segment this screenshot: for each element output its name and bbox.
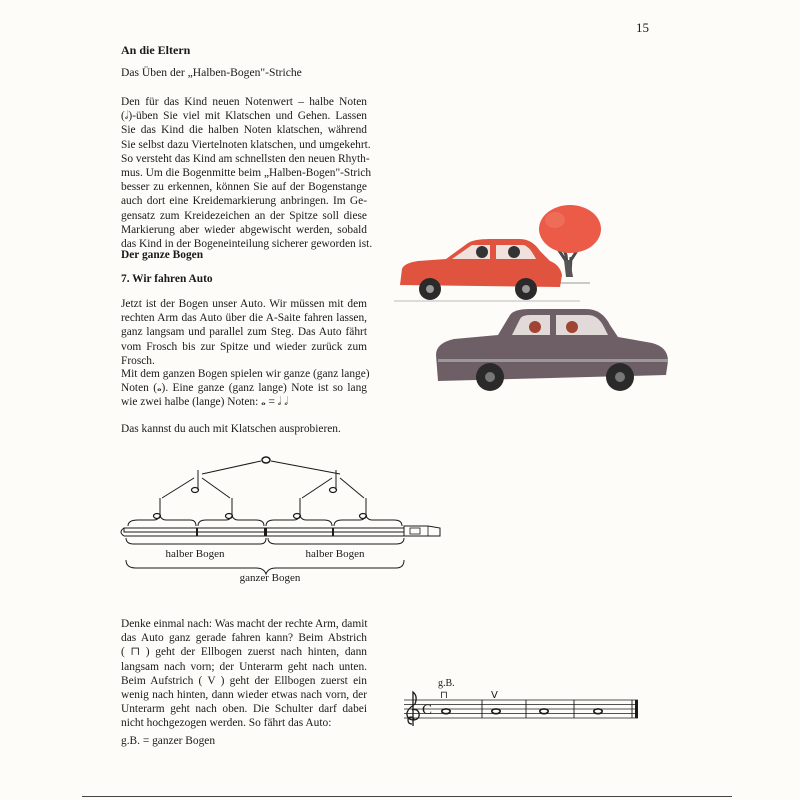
text-line: wenig nach hinten, dann wieder etwas nach vorn, der <box>121 689 367 702</box>
text-line: wie zwei halbe (lange) Noten: 𝅝 = 𝅗𝅥 𝅗𝅥 <box>121 396 288 409</box>
text-line: das Kind in der Bogeneinteilung sicherer geworden ist. <box>121 238 373 251</box>
heading-an-die-eltern: An die Eltern <box>121 43 191 57</box>
text-line: Sie selbst dazu Viertelnoten klatschen, und umgekehrt. <box>121 138 371 151</box>
text-line: So versteht das Kind am schnellsten den neuen Rhyth- <box>121 152 370 165</box>
text-line: Unterarm geht nach oben. Die Schulter darf dabei <box>121 703 367 716</box>
text-line: gensatz zum Kreidezeichen an der Spitze soll diese <box>121 209 367 222</box>
label-ganzer-bogen: ganzer Bogen <box>239 572 301 584</box>
text-line: Markierung aber wieder abgewischt werden, sobald <box>121 223 367 236</box>
text-line: (𝅗𝅥)-üben Sie viel mit Klatschen und Gehen. Lassen <box>121 110 367 123</box>
music-staff <box>398 674 650 734</box>
whole-note-paragraph <box>121 367 370 410</box>
text-line: ganz langsam und parallel zum Steg. Das Auto fährt <box>121 326 367 339</box>
subheading-halben-bogen: Das Üben der „Halben-Bogen"-Striche <box>121 66 302 79</box>
lesson-title: 7. Wir fahren Auto <box>121 273 213 285</box>
text-line: Denke einmal nach: Was macht der rechte Arm, damit <box>121 618 368 630</box>
car-illustration <box>390 205 680 395</box>
text-line: rechten Arm das Auto über die A-Saite fahren lassen, <box>121 312 367 325</box>
gray-car-illustration <box>436 309 668 391</box>
text-line: langsam nach vorn; der Unterarm geht nach unten. <box>121 660 367 673</box>
staff-lines <box>404 700 638 718</box>
text-line: auch dort eine Kreidemarkierung anbringen. Im Ge- <box>121 195 367 208</box>
common-time-icon: C <box>422 702 433 718</box>
whole-notes <box>442 709 602 714</box>
text-line: besser zu erkennen, können Sie auf der Bogenstange <box>121 181 367 194</box>
parents-paragraph <box>121 95 373 251</box>
text-line: das Auto ganz gerade fahren kann? Beim Abstrich <box>121 632 367 645</box>
text-line: Jetzt ist der Bogen unser Auto. Wir müssen mit dem <box>121 298 367 310</box>
label-halber-bogen-right: halber Bogen <box>305 548 365 560</box>
text-line: Beim Aufstrich ( V ) geht der Ellbogen zuerst ein <box>121 674 367 687</box>
label-halber-bogen-left: halber Bogen <box>165 548 225 560</box>
text-line: mus. Um die Bogenmitte beim „Halben-Bogen"-Strich <box>121 167 372 180</box>
text-line: Den für das Kind neuen Notenwert – halbe Noten <box>121 96 367 108</box>
text-line: Mit dem ganzen Bogen spielen wir ganze (ganz lange) <box>121 368 370 380</box>
text-line: Sie das Kind die halben Noten klatschen, während <box>121 124 367 137</box>
upbow-sign: V <box>491 690 498 701</box>
gb-marking: g.B. <box>438 678 455 689</box>
auto-paragraph <box>121 297 367 368</box>
bottom-rule <box>82 796 732 797</box>
text-line: nicht hochgezogen werden. So fährt das Auto: <box>121 717 332 730</box>
text-line: Frosch. <box>121 354 155 367</box>
quarter-notes <box>154 488 367 519</box>
text-line: vom Frosch bis zur Spitze und wieder zurück zum <box>121 340 367 353</box>
text-line: Noten (𝅝). Eine ganze (ganz lange) Note ist so lang <box>121 382 367 395</box>
heading-ganzer-bogen: Der ganze Bogen <box>121 249 204 261</box>
text-line: ( ⊓ ) geht der Ellbogen zuerst nach hinten, dann <box>121 646 367 659</box>
clapping-line: Das kannst du auch mit Klatschen ausprobieren. <box>121 423 341 435</box>
arm-paragraph <box>121 617 367 731</box>
page-number: 15 <box>636 20 649 35</box>
gb-legend: g.B. = ganzer Bogen <box>121 735 216 747</box>
bow-division-diagram <box>110 448 460 598</box>
whole-note-symbol <box>262 457 270 463</box>
downbow-sign: ⊓ <box>440 690 448 701</box>
bow-drawing <box>121 526 440 536</box>
